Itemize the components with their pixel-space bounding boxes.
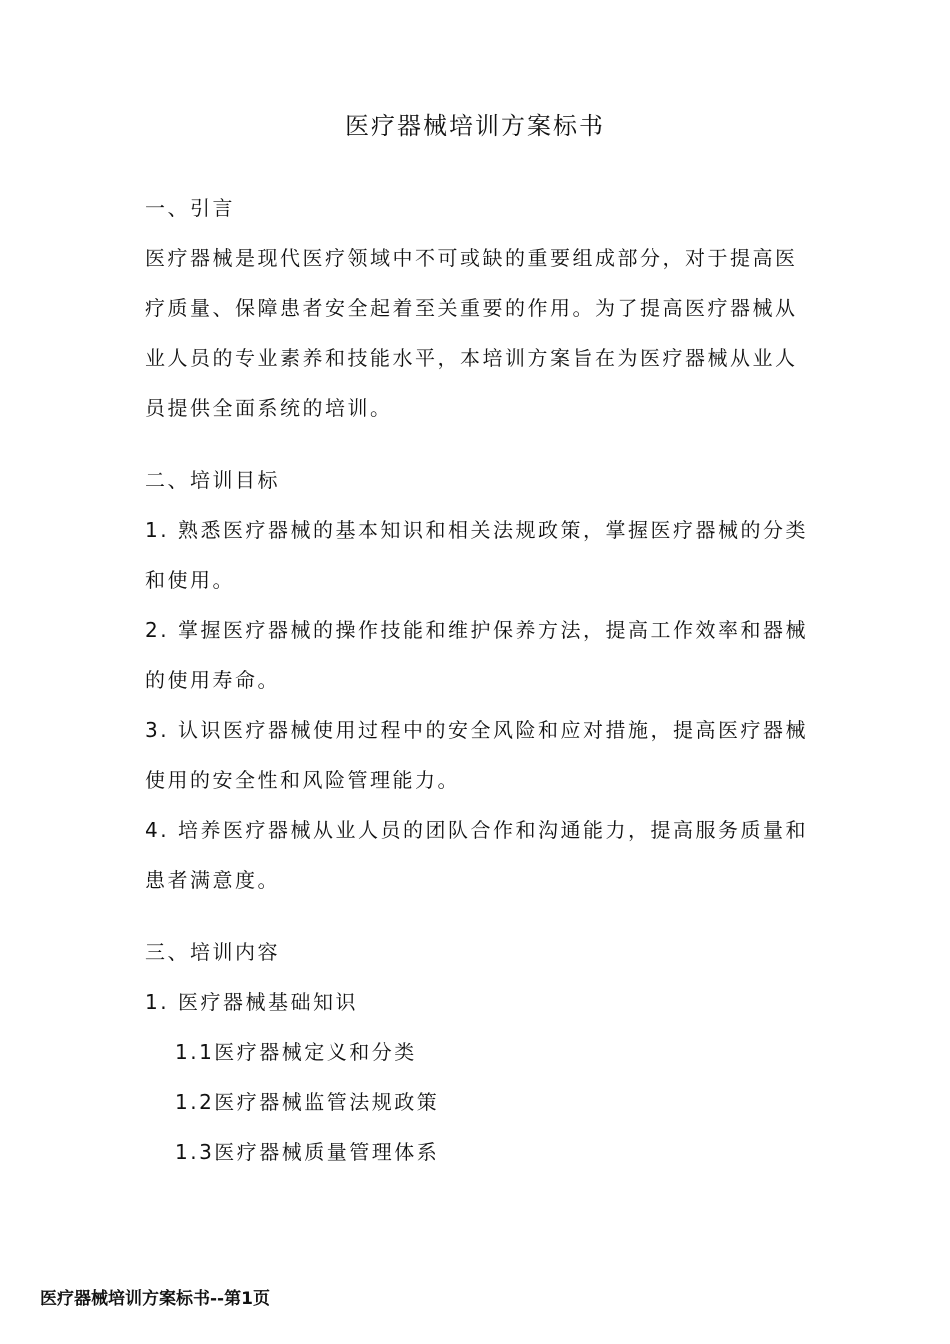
paragraph-line: 员提供全面系统的培训。 bbox=[145, 396, 393, 420]
list-item-line: 和使用。 bbox=[145, 568, 235, 592]
list-item-line: 患者满意度。 bbox=[145, 868, 280, 892]
sub-list-item: 1.3医疗器械质量管理体系 bbox=[175, 1140, 440, 1164]
sub-list-item: 1.1医疗器械定义和分类 bbox=[175, 1040, 417, 1064]
list-item-line: 2. 掌握医疗器械的操作技能和维护保养方法，提高工作效率和器械 bbox=[145, 618, 808, 642]
list-item-line: 1. 熟悉医疗器械的基本知识和相关法规政策，掌握医疗器械的分类 bbox=[145, 518, 808, 542]
section-heading-goals: 二、培训目标 bbox=[145, 468, 280, 492]
list-item-line: 1. 医疗器械基础知识 bbox=[145, 990, 358, 1014]
list-item-line: 的使用寿命。 bbox=[145, 668, 280, 692]
list-item-line: 使用的安全性和风险管理能力。 bbox=[145, 768, 460, 792]
list-item-line: 4. 培养医疗器械从业人员的团队合作和沟通能力，提高服务质量和 bbox=[145, 818, 808, 842]
section-heading-introduction: 一、引言 bbox=[145, 196, 235, 220]
document-title: 医疗器械培训方案标书 bbox=[345, 112, 605, 140]
paragraph-line: 业人员的专业素养和技能水平，本培训方案旨在为医疗器械从业人 bbox=[145, 346, 798, 370]
list-item-line: 3. 认识医疗器械使用过程中的安全风险和应对措施，提高医疗器械 bbox=[145, 718, 808, 742]
paragraph-line: 医疗器械是现代医疗领域中不可或缺的重要组成部分，对于提高医 bbox=[145, 246, 798, 270]
sub-list-item: 1.2医疗器械监管法规政策 bbox=[175, 1090, 440, 1114]
paragraph-line: 疗质量、保障患者安全起着至关重要的作用。为了提高医疗器械从 bbox=[145, 296, 798, 320]
section-heading-content: 三、培训内容 bbox=[145, 940, 280, 964]
page-footer: 医疗器械培训方案标书--第1页 bbox=[40, 1289, 270, 1309]
